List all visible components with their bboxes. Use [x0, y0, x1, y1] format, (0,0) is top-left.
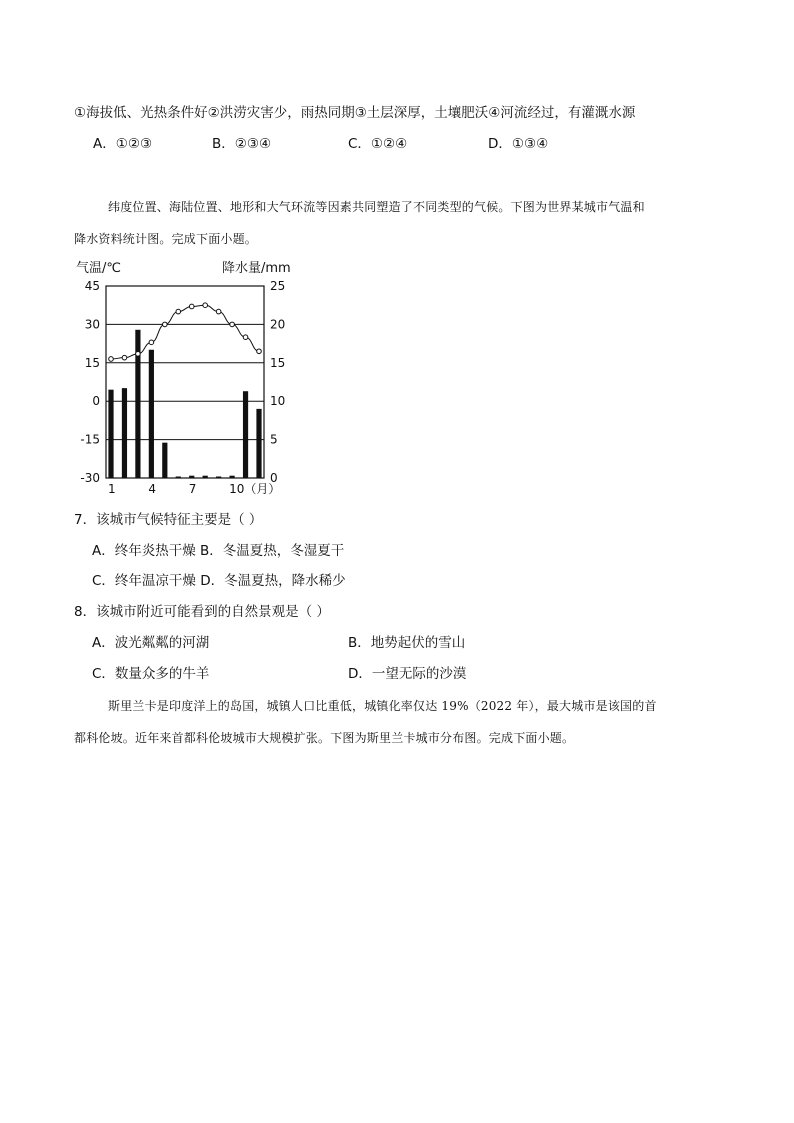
temperature-point [163, 322, 168, 327]
x-axis-ticks [108, 482, 280, 496]
precipitation-bar [216, 477, 221, 479]
passage2-line2: 都科伦坡。近年来首都科伦坡城市大规模扩张。下图为斯里兰卡城市分布图。完成下面小题。 [74, 731, 575, 745]
right-tick-label: 10 [270, 394, 286, 409]
passage1-line2: 降水资料统计图。完成下面小题。 [74, 232, 258, 246]
right-tick-label: 25 [270, 279, 286, 293]
x-tick-label: 4 [148, 482, 157, 496]
x-tick-label: 7 [188, 482, 197, 496]
temperature-points [109, 303, 262, 361]
climate-chart [72, 256, 312, 500]
precipitation-bar [162, 443, 167, 478]
precipitation-bar [122, 388, 127, 478]
gridlines [106, 324, 264, 439]
left-axis-ticks [80, 279, 100, 485]
temperature-point [176, 309, 181, 314]
q7-options-row2: C．终年温凉干燥 D．冬温夏热，降水稀少 [92, 573, 346, 589]
passage2-line1: 斯里兰卡是印度洋上的岛国，城镇人口比重低，城镇化率仅达 19%（2022 年），最大城市是该国的首 [108, 699, 657, 713]
precipitation-bars [108, 330, 261, 478]
q6-statements: ①海拔低、光热条件好②洪涝灾害少，雨热同期③土层深厚，土壤肥沃④河流经过，有灌溉水源 [74, 105, 636, 121]
passage1-line1: 纬度位置、海陆位置、地形和大气环流等因素共同塑造了不同类型的气候。下图为世界某城市气温和 [108, 200, 645, 214]
q8-option-a: A．波光粼粼的河湖 [92, 635, 210, 651]
temperature-point [122, 355, 127, 360]
q8-option-d: D．一望无际的沙漠 [348, 666, 467, 682]
precipitation-bar [203, 476, 208, 478]
temperature-point [243, 335, 248, 340]
temperature-point [109, 357, 114, 362]
q8-option-b: B．地势起伏的雪山 [348, 635, 466, 651]
temperature-point [149, 340, 154, 345]
right-tick-label: 20 [270, 317, 286, 332]
temperature-point [136, 352, 141, 357]
left-tick-label: 30 [84, 317, 100, 332]
left-tick-label: 15 [84, 355, 100, 370]
right-axis-label: 降水量/mm [222, 261, 291, 276]
q8-option-c: C．数量众多的牛羊 [92, 666, 210, 682]
precipitation-bar [256, 409, 261, 478]
q7-stem: 7．该城市气候特征主要是（ ） [74, 512, 263, 528]
q6-option-c: C．①②④ [348, 136, 408, 152]
right-tick-label: 15 [270, 355, 286, 370]
q8-stem: 8．该城市附近可能看到的自然景观是（ ） [74, 604, 330, 620]
q6-option-a: A．①②③ [93, 136, 153, 152]
q6-option-b: B．②③④ [212, 136, 272, 152]
temperature-point [257, 349, 262, 354]
left-tick-label: -30 [80, 471, 100, 485]
precipitation-bar [243, 391, 248, 478]
right-tick-label: 5 [270, 432, 278, 447]
precipitation-bar [229, 476, 234, 478]
q7-options-row1: A．终年炎热干燥 B．冬温夏热，冬湿夏干 [92, 543, 345, 559]
q6-option-d: D．①③④ [488, 136, 549, 152]
left-tick-label: 0 [92, 394, 100, 409]
precipitation-bar [189, 476, 194, 478]
left-axis-label: 气温/℃ [76, 261, 121, 276]
precipitation-bar [149, 350, 154, 478]
temperature-point [189, 304, 194, 309]
x-tick-label: 10（月） [229, 482, 281, 496]
left-tick-label: -15 [80, 432, 100, 447]
precipitation-bar [176, 477, 181, 479]
precipitation-bar [108, 390, 113, 478]
right-axis-ticks [270, 279, 285, 485]
plot-frame [106, 286, 264, 478]
temperature-line [111, 305, 259, 359]
temperature-point [230, 322, 235, 327]
temperature-point [203, 303, 208, 308]
temperature-point [216, 309, 221, 314]
right-tick-label: 0 [270, 471, 278, 485]
left-tick-label: 45 [84, 279, 100, 293]
x-tick-label: 1 [108, 482, 116, 496]
